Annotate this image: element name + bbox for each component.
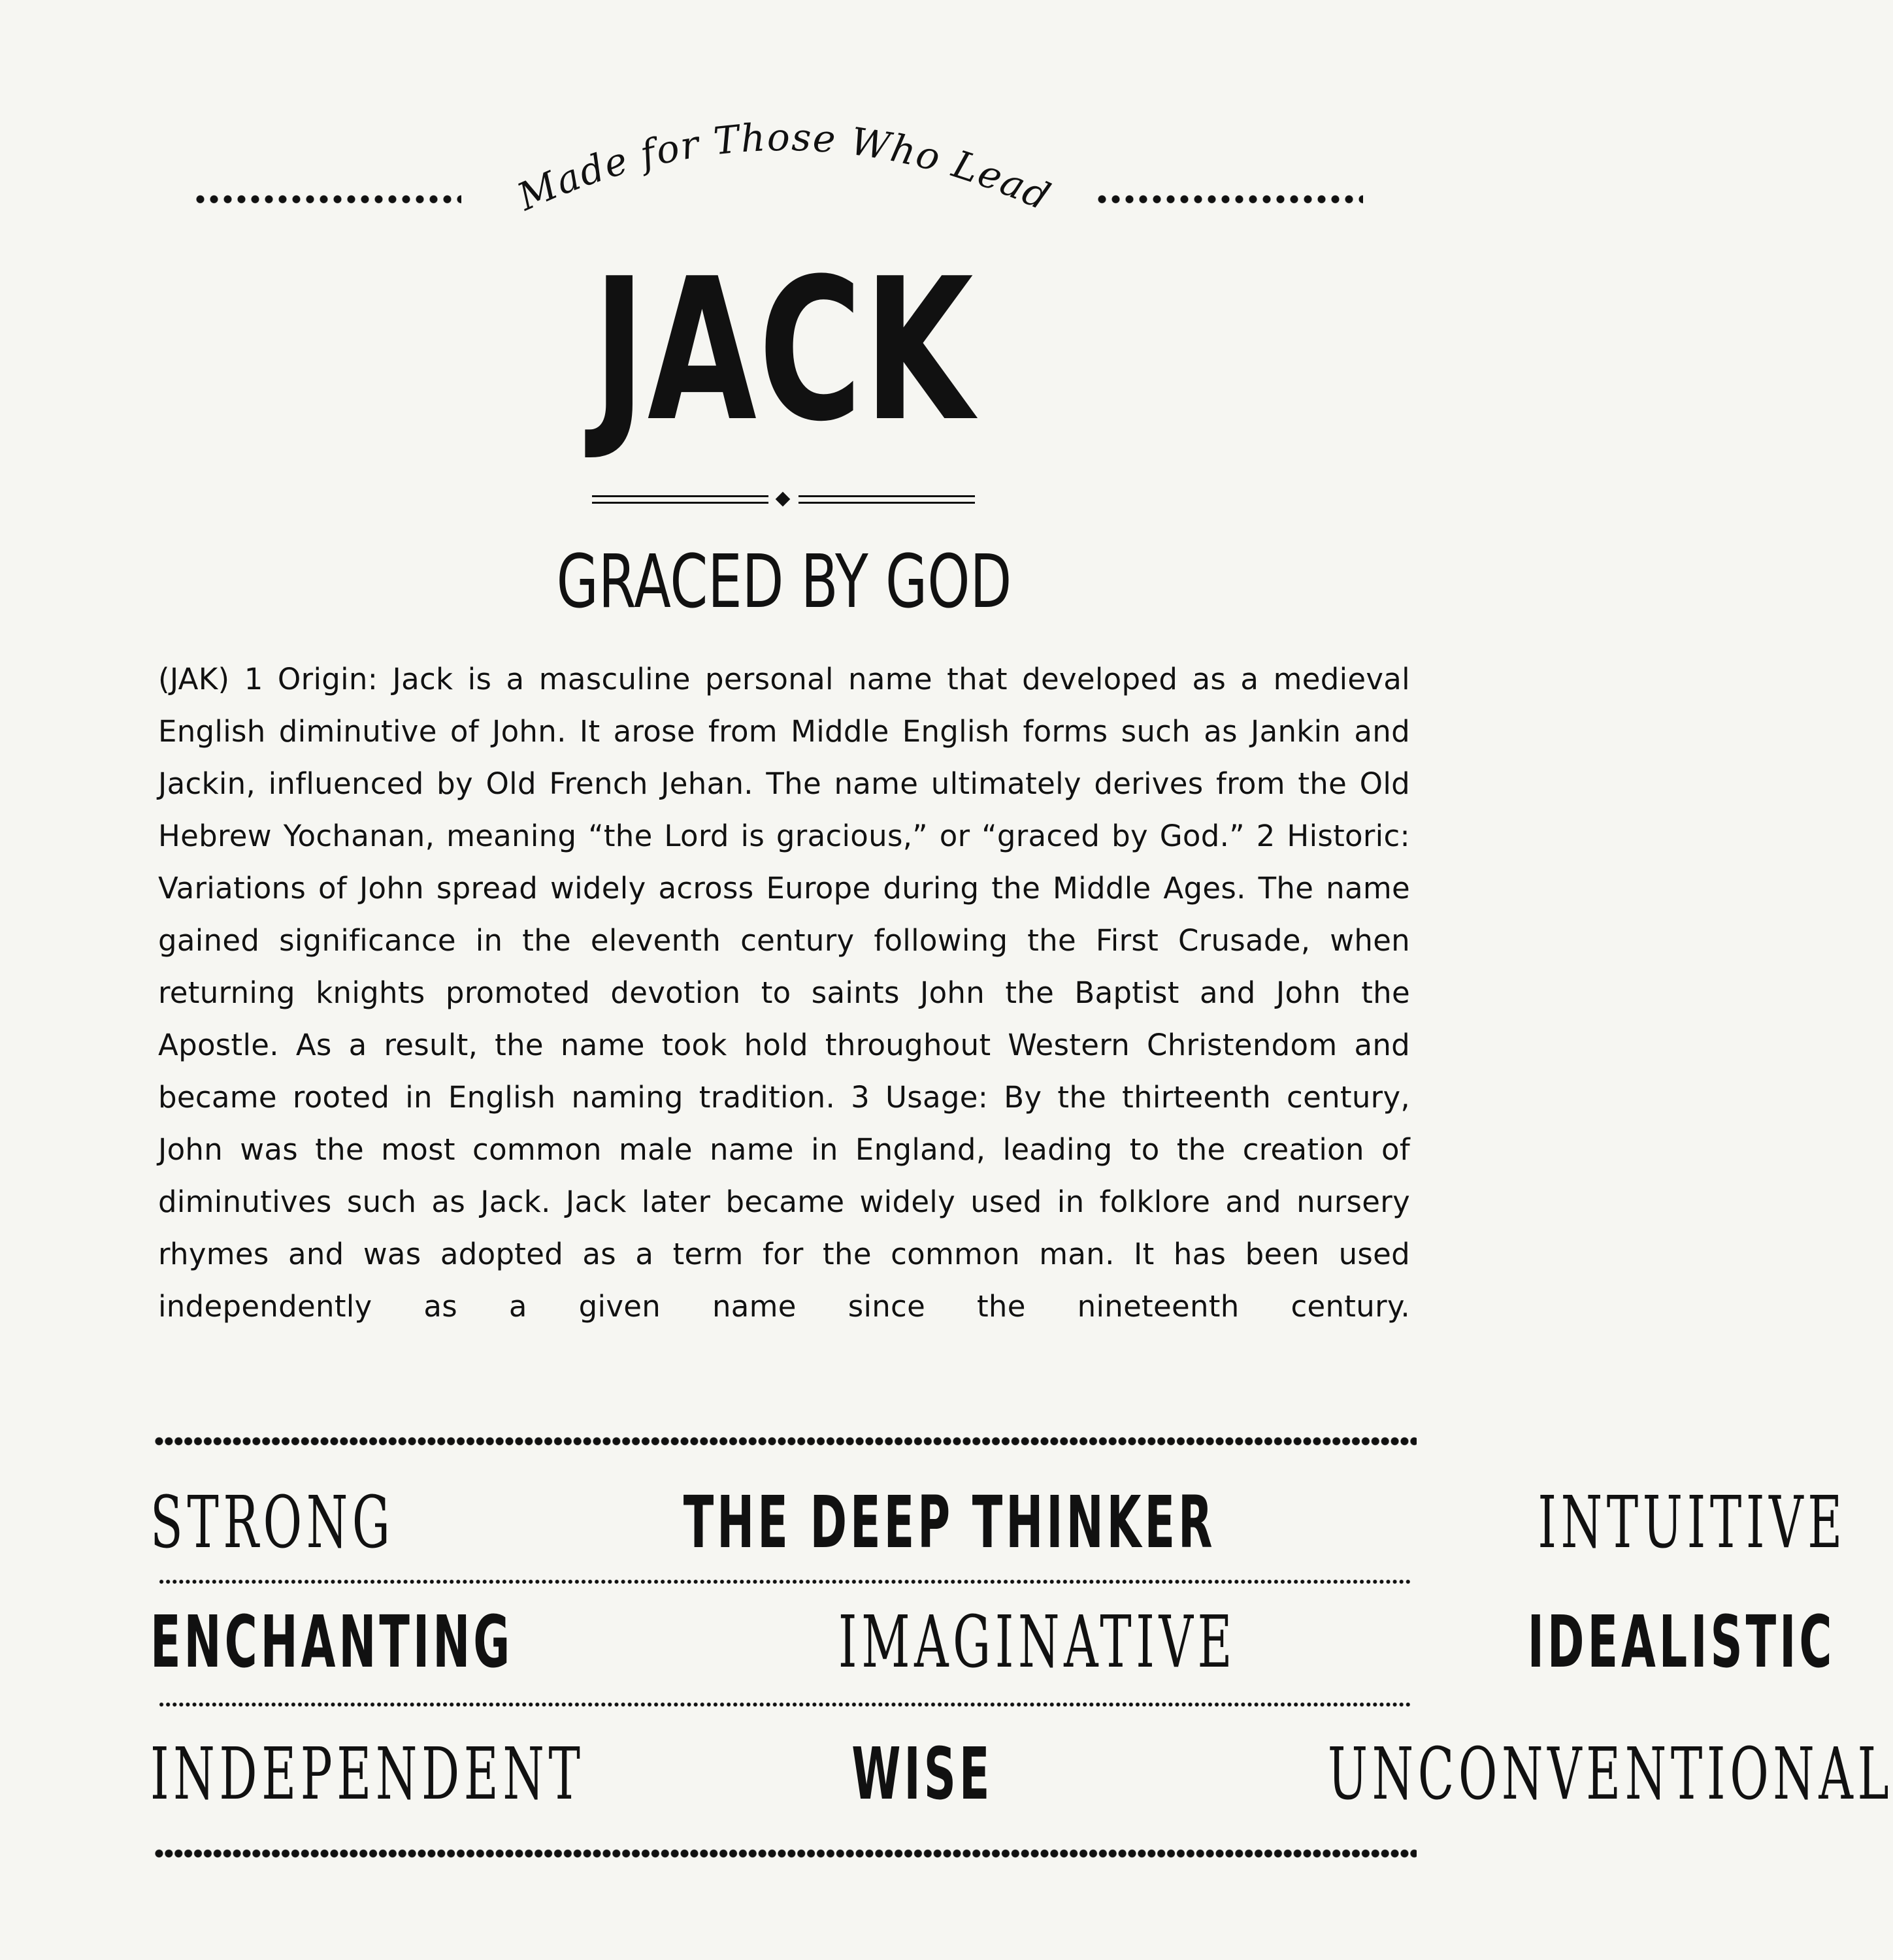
meaning-subtitle: GRACED BY GOD xyxy=(556,540,1012,625)
header-dots-right xyxy=(1095,195,1363,204)
svg-text:Made for Those Who Lead xyxy=(510,115,1057,220)
trait-word: STRONG xyxy=(150,1480,395,1564)
trait-word: UNCONVENTIONAL xyxy=(1327,1732,1893,1816)
definition-paragraph: (JAK) 1 Origin: Jack is a masculine personal name that developed as a medieval English diminutive of John. It arose from Middle English forms such as Jankin and Jackin, influenced by Old French Jehan. The name ultimately derives from the Old Hebrew Yochanan, meaning “the Lord is gracious,” or “graced by God.” 2 Historic: Variations of John spread widely across Europe during the Middle Ages. The name gained significance in the eleventh century following the First Crusade, when returning knights promoted devotion to saints John the Baptist and John the Apostle. As a result, the name took hold throughout Western Christendom and became rooted in English naming tradition. 3 Usage: By the thirteenth century, John was the most common male name in England, leading to the creation of diminutives such as Jack. Jack later became widely used in folklore and nursery rhymes and was adopted as a term for the common man. It has been used independently as a given name since the nineteenth century. xyxy=(158,662,1410,1324)
trait-row-3 xyxy=(150,1731,1893,1816)
trait-word: ENCHANTING xyxy=(150,1600,514,1684)
trait-word: INDEPENDENT xyxy=(150,1732,585,1816)
tagline-text: Made for Those Who Lead xyxy=(511,114,1058,220)
name-heading: JACK xyxy=(593,237,976,465)
tagline-arc xyxy=(497,98,1072,229)
traits-top-dots xyxy=(154,1437,1417,1446)
trait-word: WISE xyxy=(851,1732,993,1816)
header-dots-left xyxy=(193,195,461,204)
traits-bottom-dots xyxy=(154,1849,1417,1858)
trait-word: INTUITIVE xyxy=(1538,1480,1847,1564)
trait-row-1 xyxy=(150,1480,1847,1565)
traits-divider-dots xyxy=(158,1579,1410,1584)
traits-divider-dots xyxy=(158,1702,1410,1707)
trait-word: IDEALISTIC xyxy=(1527,1600,1835,1684)
diamond-ornament xyxy=(776,492,791,507)
trait-word: IMAGINATIVE xyxy=(838,1600,1236,1684)
trait-word: THE DEEP THINKER xyxy=(683,1480,1216,1564)
trait-row-2 xyxy=(150,1599,1835,1684)
